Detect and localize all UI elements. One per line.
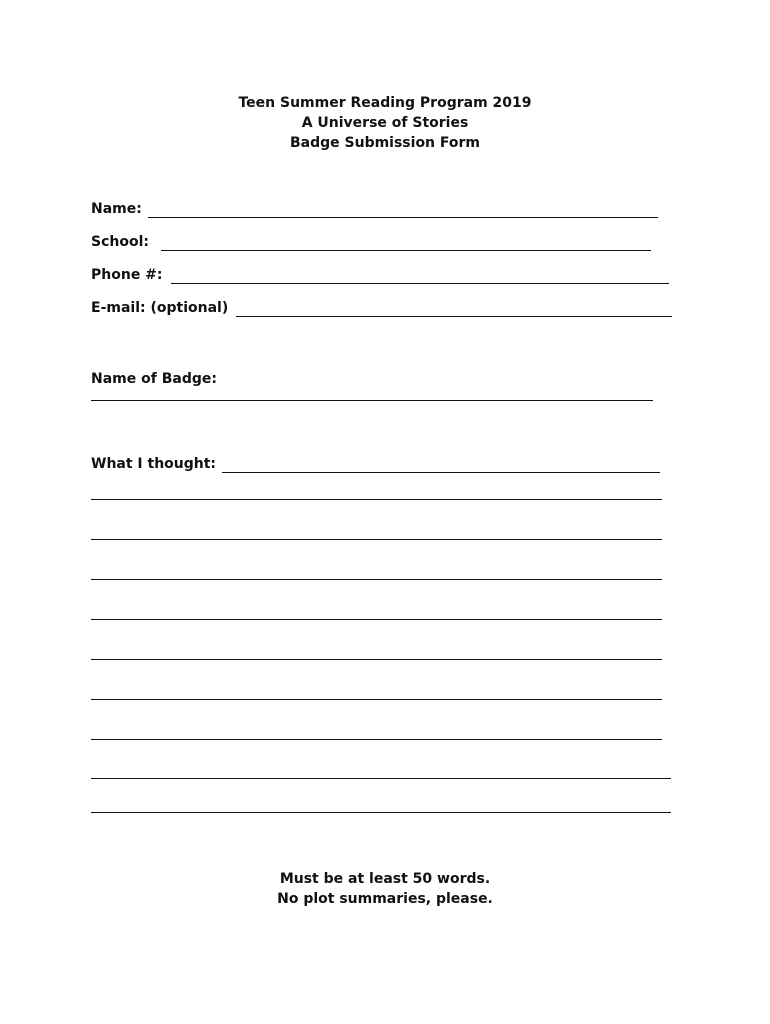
thought-input-line[interactable] (222, 458, 660, 473)
phone-input-line[interactable] (171, 269, 669, 284)
phone-label: Phone #: (91, 267, 163, 283)
school-input-line[interactable] (161, 236, 651, 251)
response-line[interactable] (91, 619, 662, 620)
form-footer (0, 869, 770, 909)
thought-label: What I thought: (91, 456, 217, 472)
name-label: Name: (91, 201, 142, 217)
badge-input-line[interactable] (91, 400, 653, 401)
form-header (0, 93, 770, 153)
no-summaries-note: No plot summaries, please. (277, 891, 493, 907)
form-title: Badge Submission Form (289, 135, 481, 151)
response-line[interactable] (91, 812, 671, 813)
badge-field (91, 368, 217, 388)
phone-field (91, 264, 669, 284)
name-field (91, 198, 658, 218)
response-line[interactable] (91, 739, 662, 740)
response-line[interactable] (91, 778, 671, 779)
program-title: Teen Summer Reading Program 2019 (238, 95, 532, 111)
school-label: School: (91, 234, 149, 250)
response-line[interactable] (91, 579, 662, 580)
response-line[interactable] (91, 499, 662, 500)
email-label: E-mail: (optional) (91, 300, 229, 316)
response-line[interactable] (91, 699, 662, 700)
email-field (91, 297, 672, 317)
name-input-line[interactable] (148, 203, 658, 218)
thought-field (91, 453, 660, 473)
school-field (91, 231, 651, 251)
email-input-line[interactable] (236, 302, 672, 317)
badge-label: Name of Badge: (91, 371, 217, 387)
response-line[interactable] (91, 539, 662, 540)
theme-title: A Universe of Stories (301, 115, 469, 131)
word-minimum-note: Must be at least 50 words. (279, 871, 491, 887)
response-line[interactable] (91, 659, 662, 660)
